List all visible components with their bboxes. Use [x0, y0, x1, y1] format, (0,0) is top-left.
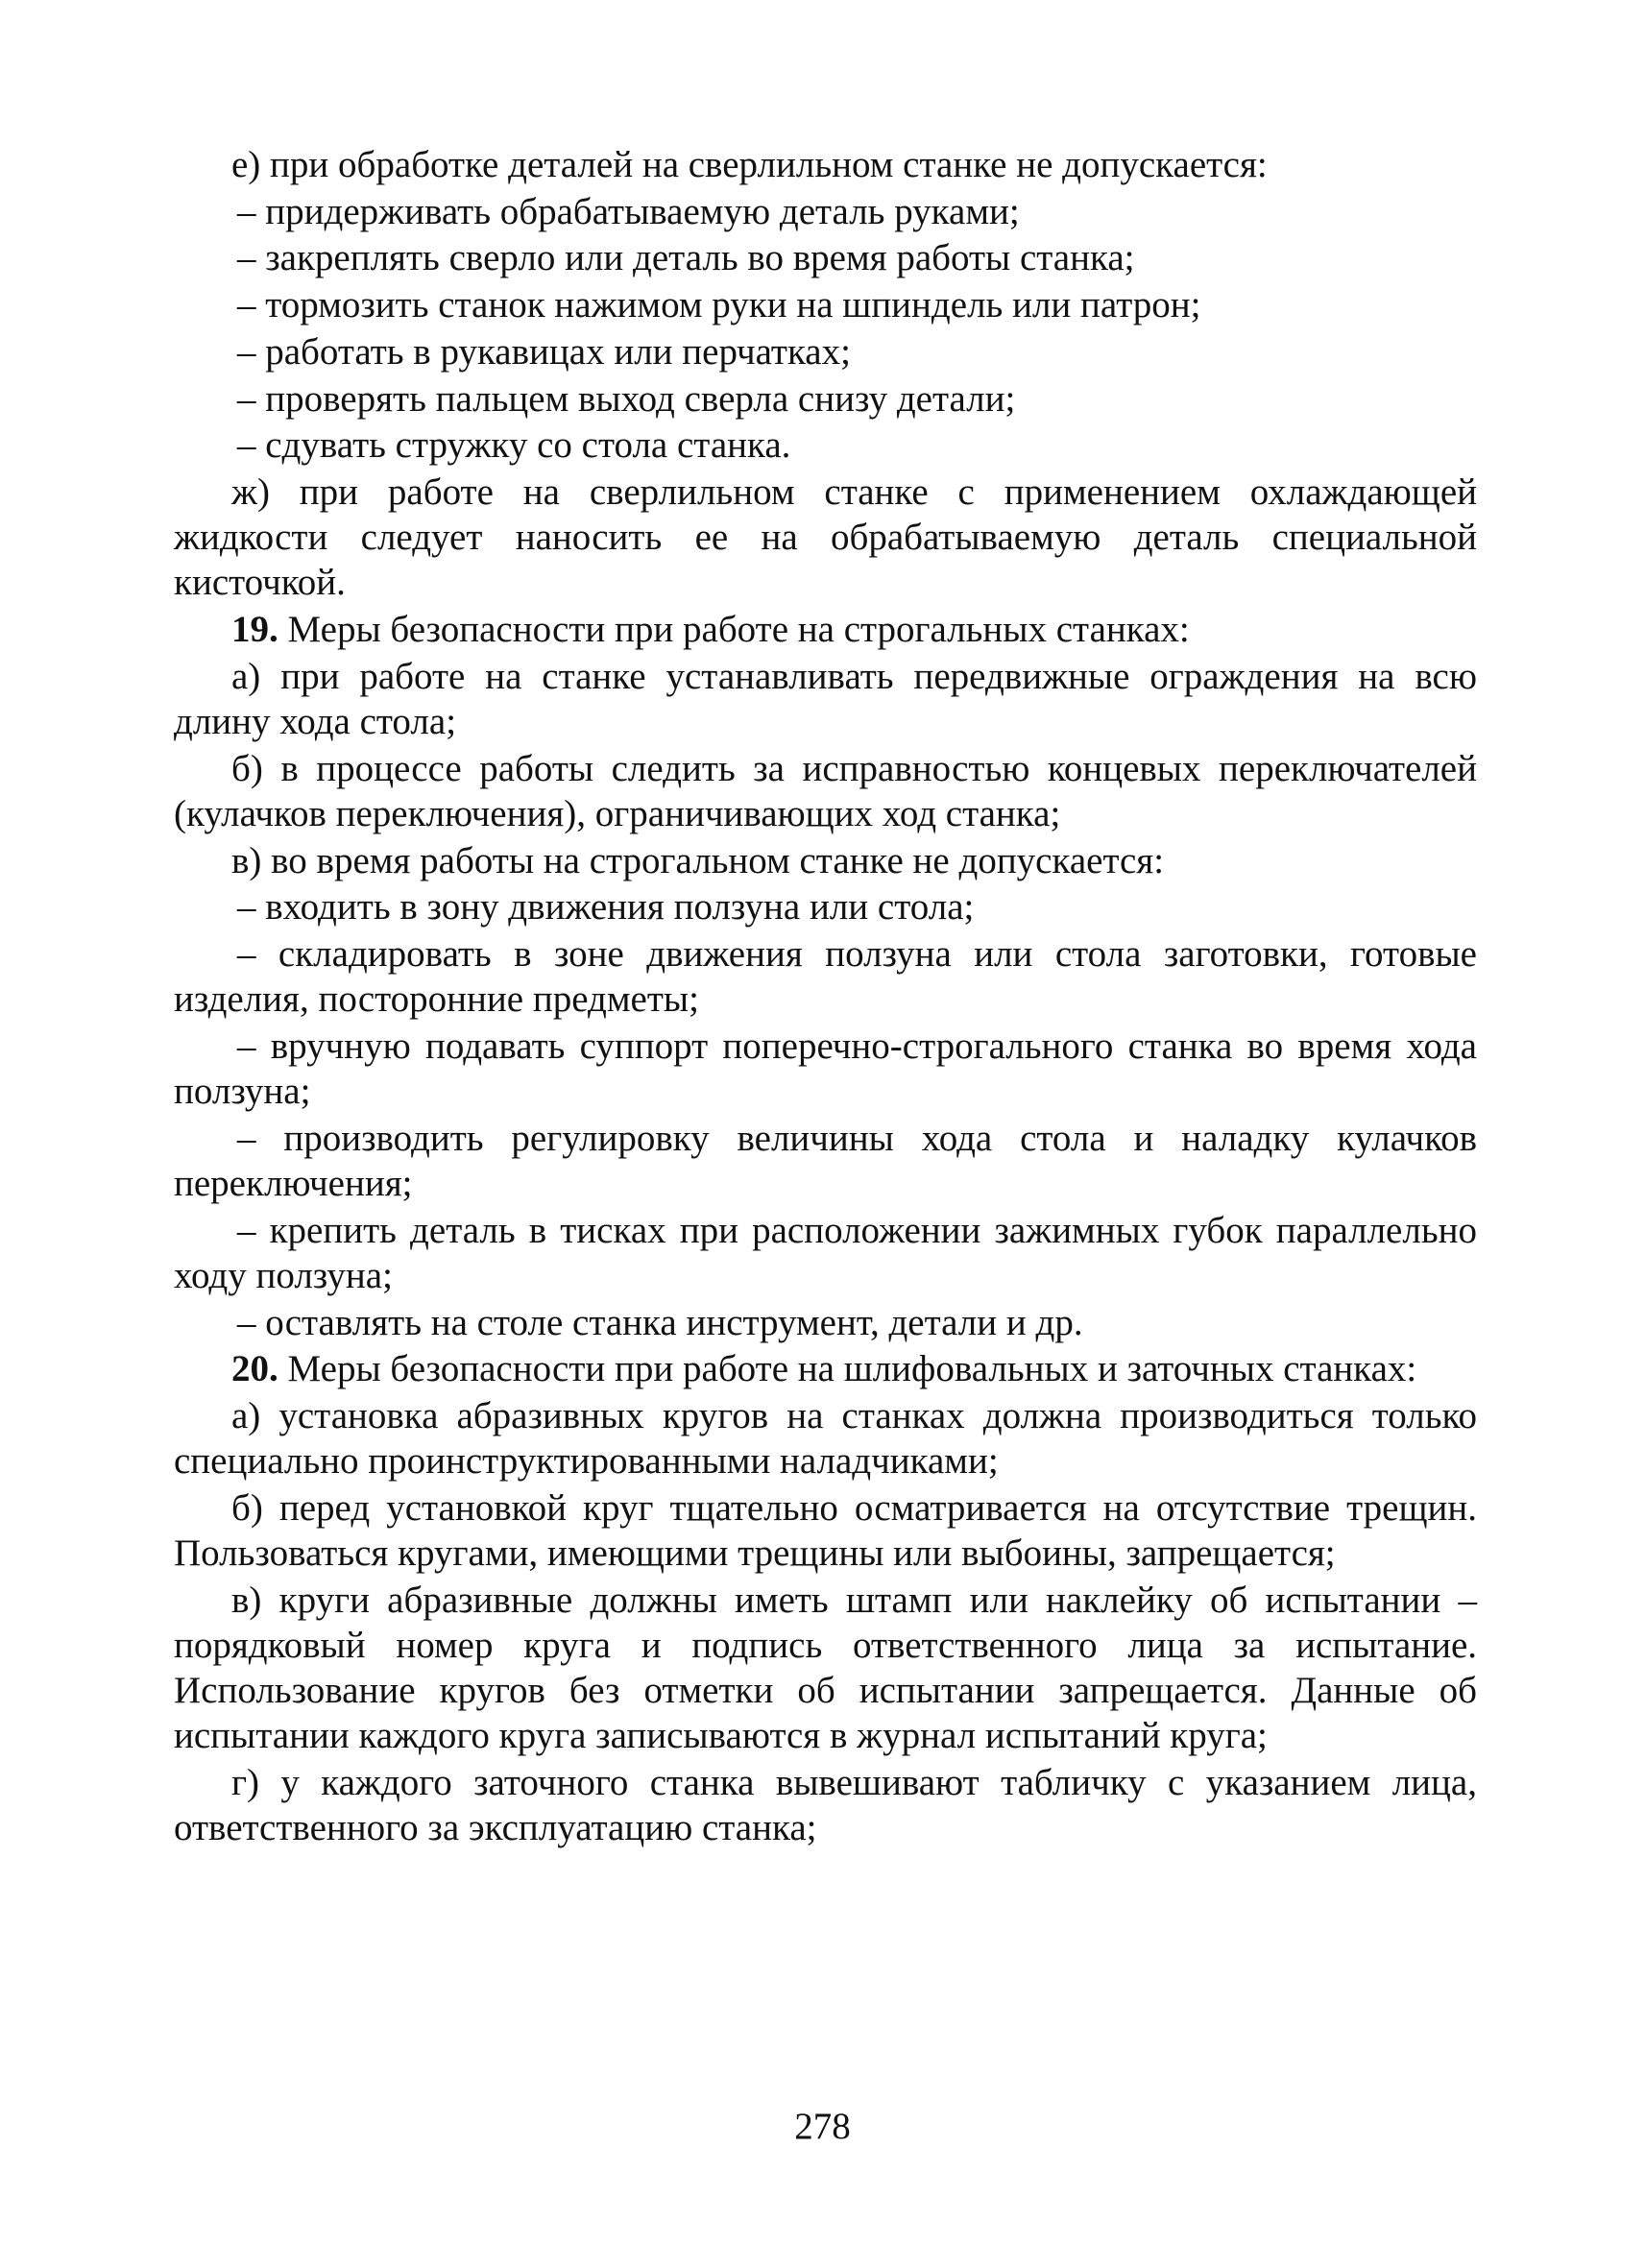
paragraph-item-g — [174, 1760, 1477, 1850]
section-number: 19. — [231, 609, 278, 651]
paragraph-text: – входить в зону движения ползуна или стола; — [237, 886, 975, 929]
paragraph-text: а) установка абразивных кругов на станках должна производиться только специально проинструктированными наладчиками; — [174, 1394, 1477, 1483]
paragraph-item-b — [174, 1485, 1477, 1576]
list-item — [174, 422, 1477, 468]
list-item — [174, 329, 1477, 374]
paragraph-text: – проверять пальцем выход сверла снизу детали; — [237, 377, 1016, 420]
list-item — [174, 931, 1477, 1022]
list-item — [174, 1024, 1477, 1114]
paragraph-item-a — [174, 1393, 1477, 1484]
paragraph-text: б) в процессе работы следить за исправностью концевых переключателей (кулачков переключения), ограничивающих ход станка; — [174, 747, 1477, 834]
paragraph-text: – крепить деталь в тисках при расположении зажимных губок параллельно ходу ползуна; — [174, 1209, 1477, 1296]
paragraph-text: – сдувать стружку со стола станка. — [237, 424, 791, 467]
paragraph-item-e — [174, 142, 1477, 187]
paragraph-item-b — [174, 746, 1477, 836]
section-title: Меры безопасности при работе на строгальных станках: — [278, 609, 1190, 651]
page-number: 278 — [794, 2106, 851, 2147]
paragraph-item-v — [174, 838, 1477, 883]
paragraph-text: – складировать в зоне движения ползуна или стола заготовки, готовые изделия, посторонние предметы; — [174, 932, 1477, 1021]
paragraph-text: – вручную подавать суппорт поперечно-строгального станка во время хода ползуна; — [174, 1025, 1477, 1113]
section-heading-20 — [174, 1346, 1477, 1391]
list-item — [174, 235, 1477, 280]
paragraph-text: в) круги абразивные должны иметь штамп или наклейку об испытании – порядковый номер круга и подпись ответственного лица за испытание. Использование кругов без отметки об испытании запрещается. Данные об испытании каждого круга записываются в журнал испытаний круга; — [174, 1579, 1477, 1757]
paragraph-item-zh — [174, 470, 1477, 606]
paragraph-text: – закреплять сверло или деталь во время работы станка; — [237, 237, 1135, 279]
document-body — [174, 142, 1477, 1852]
paragraph-item-v — [174, 1578, 1477, 1759]
paragraph-text: – тормозить станок нажимом руки на шпиндель или патрон; — [237, 284, 1201, 326]
list-item — [174, 282, 1477, 327]
paragraph-item-a — [174, 654, 1477, 744]
paragraph-text: а) при работе на станке устанавливать передвижные ограждения на всю длину хода стола; — [174, 655, 1477, 742]
paragraph-text: ж) при работе на сверлильном станке с применением охлаждающей жидкости следует наносить ее на обрабатываемую деталь специальной кисточкой. — [174, 470, 1477, 604]
paragraph-text: – оставлять на столе станка инструмент, детали и др. — [237, 1301, 1083, 1343]
paragraph-text: – производить регулировку величины хода стола и наладку кулачков переключения; — [174, 1117, 1477, 1204]
paragraph-text: г) у каждого заточного станка вывешивают табличку с указанием лица, ответственного за эксплуатацию станка; — [174, 1762, 1477, 1849]
list-item — [174, 1208, 1477, 1298]
list-item — [174, 884, 1477, 929]
list-item — [174, 189, 1477, 234]
paragraph-text: – придерживать обрабатываемую деталь руками; — [237, 190, 1020, 232]
paragraph-text: – работать в рукавицах или перчатках; — [237, 330, 851, 373]
section-number: 20. — [231, 1348, 278, 1390]
list-item — [174, 376, 1477, 422]
section-heading-19 — [174, 607, 1477, 652]
section-title: Меры безопасности при работе на шлифовальных и заточных станках: — [278, 1348, 1417, 1390]
list-item — [174, 1116, 1477, 1206]
paragraph-text: б) перед установкой круг тщательно осматривается на отсутствие трещин. Пользоваться кругами, имеющими трещины или выбоины, запрещается; — [174, 1486, 1477, 1575]
paragraph-text: е) при обработке деталей на сверлильном станке не допускается: — [231, 144, 1268, 185]
list-item — [174, 1300, 1477, 1345]
paragraph-text: в) во время работы на строгальном станке не допускается: — [231, 839, 1165, 881]
